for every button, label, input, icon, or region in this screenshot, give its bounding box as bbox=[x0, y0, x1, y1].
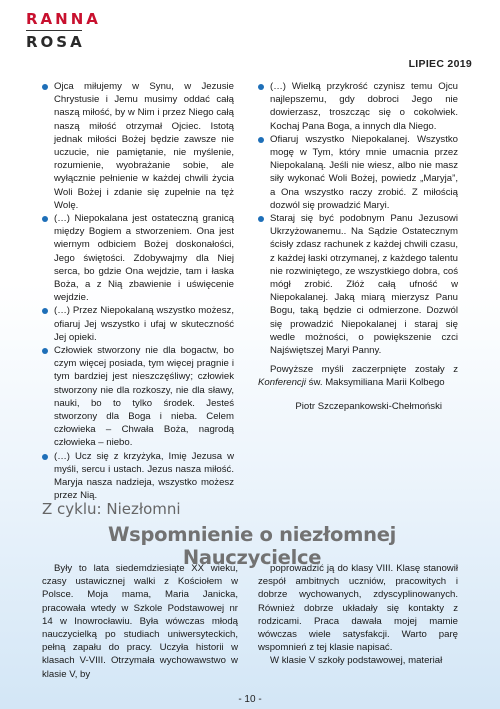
bullet-item: (…) Przez Niepokalaną wszystko możesz, ofiaruj Jej wszystko i ufaj w skuteczność Jej opieki. bbox=[42, 304, 234, 344]
left-bullet-list bbox=[42, 80, 234, 503]
article-body-left: Były to lata siedemdziesiąte XX wieku, czasy ustawicznej walki z Kościołem w Polsce. Moja mama, Maria Janicka, pracowała wtedy w Szkole Podstawowej nr 14 w Inowrocławiu. Była wówczas młodą nauczycielką po studiach uniwersyteckich, pełną zapału do pracy. Uczyła historii w klasach V-VIII. Otrzymała wychowawstwo w klasie V, by bbox=[42, 563, 238, 680]
logo-top-word: RANNA bbox=[26, 10, 101, 28]
right-bullet-list bbox=[258, 80, 458, 357]
series-label: Z cyklu: Niezłomni bbox=[42, 500, 181, 518]
logo-divider bbox=[26, 30, 82, 31]
magazine-logo bbox=[26, 10, 101, 51]
article-title: Wspomnienie o niezłomnej Nauczycielce bbox=[107, 523, 397, 569]
source-note-tail: św. Maksymiliana Marii Kolbego bbox=[306, 377, 445, 389]
bullet-item: Ojca miłujemy w Synu, w Jezusie Chrystusie i Jemu musimy oddać całą naszą miłość, by w Nim i przez Niego całą naszą miłość otrzymał Ojciec. Istotą jednak miłości Bożej będzie zawsze nie uczucie, nie pamiętanie, nie myślenie, rozumienie, wyobrażanie sobie, ale wyłącznie pełnienie w każdej chwili życia Woli Bożej i zdanie się zupełnie na tęż Wolę. bbox=[42, 80, 234, 212]
article-paragraph: W klasie V szkoły podstawowej, materiał bbox=[270, 655, 443, 667]
right-column bbox=[258, 80, 458, 413]
bullet-item: (…) Ucz się z krzyżyka, Imię Jezusa w myśli, sercu i ustach. Jezus nasza miłość. Maryja nasza nadzieja, wszystko możesz przez Nią. bbox=[42, 450, 234, 503]
left-column bbox=[42, 80, 234, 503]
bullet-item: Ofiaruj wszystko Niepokalanej. Wszystko mogę w Tym, który mnie umacnia przez Niepokalaną. Jeśli nie wiesz, albo nie masz siły wykonać Woli Bożej, powiedz „Maryja”, a Ona wszystko raczy zrobić. Z miłością dozwól się prowadzić Maryi. bbox=[258, 133, 458, 212]
issue-date: LIPIEC 2019 bbox=[408, 58, 472, 70]
source-note bbox=[258, 363, 458, 389]
logo-bottom-word: ROSA bbox=[26, 33, 85, 51]
author-signature: Piotr Szczepankowski-Chełmoński bbox=[295, 400, 442, 412]
page-number: - 10 - bbox=[238, 694, 262, 705]
bullet-item: Człowiek stworzony nie dla bogactw, bo czym więcej posiada, tym więcej pragnie i tym bardziej jest nieszczęśliwy; człowiek stworzony nie dla rozkoszy, nie dla sławy, nauki, bo to tylko środek. Jesteś stworzony dla Boga i nieba. Celem człowieka – Chwała Boża, nagrodą człowieka – niebo. bbox=[42, 344, 234, 450]
bullet-item: (…) Niepokalana jest ostateczną granicą między Bogiem a stworzeniem. Ona jest wiernym odbiciem Bożej doskonałości, Jego świętości. Zdobywajmy dla Niej serca, bo gdzie Ona wejdzie, tam i łaska Boża, a z Nią zbawienie i uświęcenie wejdzie. bbox=[42, 212, 234, 304]
source-title: Konferencji bbox=[258, 377, 306, 389]
article-paragraph: poprowadzić ją do klasy VIII. Klasę stanowił zespół ambitnych uczniów, pracowitych i dobrze wychowanych, zdyscyplinowanych. Również dobrze układały się kontakty z rodzicami. Praca dawała mojej mamie wówczas wiele satysfakcji. Warto parę wspomnień z tej klasie napisać. bbox=[258, 563, 458, 654]
source-note-lead: Powyższe myśli zaczerpnięte zostały z bbox=[270, 364, 458, 376]
bullet-item: Staraj się być podobnym Panu Jezusowi Ukrzyżowanemu.. Na Sądzie Ostatecznym ścisły zdasz rachunek z każdej chwili czasu, z każdej łaski otrzymanej, z każdego talentu nie rozwiniętego, ze wszystkiego dobra, coś mógł zrobić. Złóż całą ufność w Niepokalanej. Jaką miarą mierzysz Panu Bogu, taką będzie ci odmierzone. Dozwól się prowadzić Niepokalanej i staraj się wedle możności, o powiększenie czci Najświętszej Maryi Panny. bbox=[258, 212, 458, 357]
article-body-right bbox=[258, 562, 458, 668]
bullet-item: (…) Wielką przykrość czynisz temu Ojcu najlepszemu, gdy dobroci Jego nie dowierzasz, troszcząc się o cokolwiek. Kochaj Pana Boga, a innych dla Niego. bbox=[258, 80, 458, 133]
